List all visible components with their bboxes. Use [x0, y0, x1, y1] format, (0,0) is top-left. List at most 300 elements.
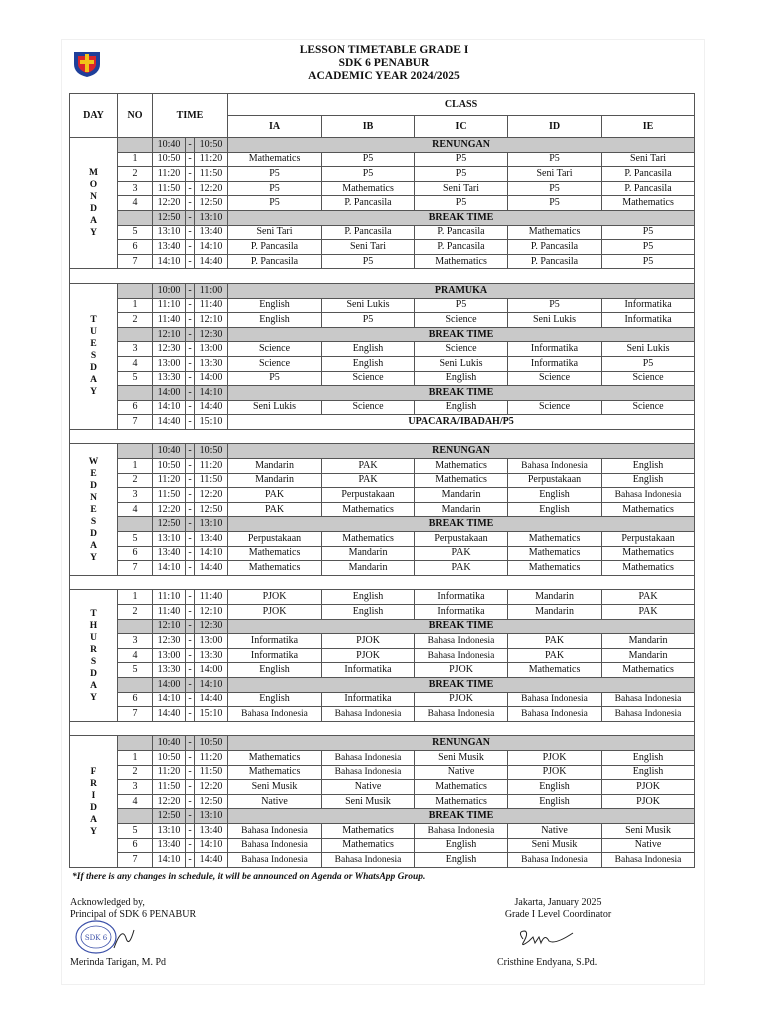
- class-id-header: ID: [508, 116, 602, 138]
- time-separator: -: [186, 298, 195, 313]
- subject-cell: Mathematics: [508, 663, 602, 678]
- start-time: 11:20: [153, 167, 186, 182]
- period-no: [118, 386, 153, 401]
- time-separator: -: [186, 736, 195, 751]
- spacer-cell: [70, 575, 695, 590]
- period-no: 3: [118, 488, 153, 503]
- subject-cell: Mathematics: [602, 561, 695, 576]
- coordinator-block: [493, 897, 623, 921]
- subject-cell: English: [228, 298, 322, 313]
- end-time: 12:50: [195, 502, 228, 517]
- end-time: 14:40: [195, 692, 228, 707]
- subject-cell: Informatika: [322, 663, 415, 678]
- period-no: 2: [118, 167, 153, 182]
- period-no: 7: [118, 254, 153, 269]
- subject-cell: Seni Musik: [322, 794, 415, 809]
- subject-cell: Seni Musik: [602, 823, 695, 838]
- start-time: 13:30: [153, 371, 186, 386]
- time-header: TIME: [153, 94, 228, 138]
- subject-cell: English: [322, 605, 415, 620]
- subject-cell: P. Pancasila: [602, 167, 695, 182]
- start-time: 10:00: [153, 283, 186, 298]
- special-activity: BREAK TIME: [228, 677, 695, 692]
- school-stamp-icon: [74, 918, 136, 956]
- subject-cell: Seni Tari: [508, 167, 602, 182]
- time-separator: -: [186, 240, 195, 255]
- subject-cell: Bahasa Indonesia: [322, 707, 415, 722]
- time-separator: -: [186, 386, 195, 401]
- start-time: 14:10: [153, 254, 186, 269]
- special-row: [70, 736, 695, 751]
- timetable: [69, 93, 695, 868]
- period-no: 3: [118, 780, 153, 795]
- special-activity: BREAK TIME: [228, 517, 695, 532]
- subject-cell: P5: [508, 196, 602, 211]
- subject-cell: Bahasa Indonesia: [415, 823, 508, 838]
- subject-cell: Bahasa Indonesia: [228, 823, 322, 838]
- period-no: 7: [118, 415, 153, 430]
- period-no: 2: [118, 313, 153, 328]
- time-separator: -: [186, 210, 195, 225]
- time-separator: -: [186, 605, 195, 620]
- end-time: 13:10: [195, 809, 228, 824]
- subject-cell: P. Pancasila: [322, 196, 415, 211]
- timetable-body: [70, 138, 695, 868]
- subject-cell: PAK: [322, 473, 415, 488]
- start-time: 10:40: [153, 736, 186, 751]
- subject-cell: PJOK: [415, 692, 508, 707]
- subject-cell: PAK: [415, 561, 508, 576]
- end-time: 14:10: [195, 386, 228, 401]
- lesson-row: [70, 692, 695, 707]
- start-time: 13:10: [153, 823, 186, 838]
- end-time: 14:00: [195, 371, 228, 386]
- start-time: 11:20: [153, 765, 186, 780]
- subject-cell: English: [228, 313, 322, 328]
- start-time: 13:40: [153, 838, 186, 853]
- end-time: 11:50: [195, 167, 228, 182]
- time-separator: -: [186, 400, 195, 415]
- special-activity: BREAK TIME: [228, 619, 695, 634]
- subject-cell: P5: [322, 167, 415, 182]
- start-time: 13:10: [153, 225, 186, 240]
- day-name: W E D N E S D A Y: [70, 444, 118, 575]
- subject-cell: PJOK: [228, 590, 322, 605]
- end-time: 13:40: [195, 225, 228, 240]
- period-no: 4: [118, 356, 153, 371]
- end-time: 14:10: [195, 546, 228, 561]
- special-row: [70, 283, 695, 298]
- special-activity: UPACARA/IBADAH/P5: [228, 415, 695, 430]
- lesson-row: [70, 765, 695, 780]
- period-no: 6: [118, 400, 153, 415]
- subject-cell: P5: [228, 196, 322, 211]
- subject-cell: English: [602, 765, 695, 780]
- header-school: SDK 6 PENABUR: [338, 57, 430, 69]
- end-time: 14:40: [195, 853, 228, 868]
- lesson-row: [70, 838, 695, 853]
- end-time: 11:40: [195, 590, 228, 605]
- end-time: 14:40: [195, 561, 228, 576]
- start-time: 14:40: [153, 415, 186, 430]
- spacer-cell: [70, 429, 695, 444]
- period-no: 4: [118, 648, 153, 663]
- start-time: 11:10: [153, 298, 186, 313]
- lesson-row: [70, 853, 695, 868]
- lesson-row: [70, 313, 695, 328]
- subject-cell: P5: [415, 152, 508, 167]
- lesson-row: [70, 196, 695, 211]
- start-time: 10:50: [153, 750, 186, 765]
- subject-cell: Seni Lukis: [415, 356, 508, 371]
- end-time: 13:10: [195, 210, 228, 225]
- special-row: [70, 415, 695, 430]
- subject-cell: P5: [602, 225, 695, 240]
- subject-cell: PAK: [602, 590, 695, 605]
- start-time: 11:20: [153, 473, 186, 488]
- period-no: 1: [118, 750, 153, 765]
- subject-cell: Mathematics: [508, 225, 602, 240]
- time-separator: -: [186, 473, 195, 488]
- subject-cell: P5: [602, 254, 695, 269]
- subject-cell: English: [415, 400, 508, 415]
- start-time: 11:10: [153, 590, 186, 605]
- subject-cell: Mandarin: [508, 605, 602, 620]
- subject-cell: English: [602, 459, 695, 474]
- special-activity: RENUNGAN: [228, 736, 695, 751]
- subject-cell: Science: [228, 356, 322, 371]
- subject-cell: PJOK: [228, 605, 322, 620]
- subject-cell: Seni Musik: [228, 780, 322, 795]
- subject-cell: Bahasa Indonesia: [602, 488, 695, 503]
- time-separator: -: [186, 546, 195, 561]
- start-time: 12:10: [153, 327, 186, 342]
- subject-cell: P. Pancasila: [415, 240, 508, 255]
- time-separator: -: [186, 838, 195, 853]
- period-no: [118, 677, 153, 692]
- subject-cell: Science: [508, 371, 602, 386]
- period-no: 4: [118, 502, 153, 517]
- subject-cell: English: [508, 502, 602, 517]
- subject-cell: Bahasa Indonesia: [602, 692, 695, 707]
- end-time: 10:50: [195, 138, 228, 153]
- place-date: Jakarta, January 2025: [514, 897, 602, 908]
- subject-cell: Science: [415, 313, 508, 328]
- principal-name: Merinda Tarigan, M. Pd: [70, 957, 167, 968]
- no-header: NO: [118, 94, 153, 138]
- end-time: 11:20: [195, 750, 228, 765]
- lesson-row: [70, 707, 695, 722]
- special-activity: BREAK TIME: [228, 210, 695, 225]
- time-separator: -: [186, 283, 195, 298]
- subject-cell: Bahasa Indonesia: [508, 692, 602, 707]
- end-time: 12:50: [195, 196, 228, 211]
- end-time: 12:10: [195, 313, 228, 328]
- period-no: 1: [118, 590, 153, 605]
- start-time: 12:20: [153, 196, 186, 211]
- lesson-row: [70, 254, 695, 269]
- day-spacer: [70, 721, 695, 736]
- period-no: [118, 283, 153, 298]
- subject-cell: Mathematics: [322, 823, 415, 838]
- start-time: 11:40: [153, 605, 186, 620]
- start-time: 12:50: [153, 210, 186, 225]
- subject-cell: Mathematics: [322, 838, 415, 853]
- header-year: ACADEMIC YEAR 2024/2025: [308, 70, 460, 82]
- subject-cell: Mathematics: [415, 459, 508, 474]
- end-time: 11:00: [195, 283, 228, 298]
- subject-cell: Mandarin: [322, 546, 415, 561]
- special-activity: PRAMUKA: [228, 283, 695, 298]
- subject-cell: Informatika: [228, 634, 322, 649]
- start-time: 13:00: [153, 648, 186, 663]
- period-no: [118, 736, 153, 751]
- end-time: 10:50: [195, 736, 228, 751]
- subject-cell: Native: [322, 780, 415, 795]
- start-time: 13:30: [153, 663, 186, 678]
- period-no: 5: [118, 371, 153, 386]
- subject-cell: Bahasa Indonesia: [415, 634, 508, 649]
- subject-cell: Mathematics: [322, 181, 415, 196]
- subject-cell: P5: [508, 298, 602, 313]
- subject-cell: PAK: [322, 459, 415, 474]
- subject-cell: P5: [228, 167, 322, 182]
- time-separator: -: [186, 561, 195, 576]
- special-row: [70, 386, 695, 401]
- special-row: [70, 809, 695, 824]
- principal-title: Principal of SDK 6 PENABUR: [70, 909, 197, 920]
- day-spacer: [70, 575, 695, 590]
- start-time: 14:10: [153, 692, 186, 707]
- period-no: 5: [118, 663, 153, 678]
- subject-cell: PJOK: [322, 648, 415, 663]
- end-time: 14:10: [195, 838, 228, 853]
- time-separator: -: [186, 313, 195, 328]
- special-row: [70, 327, 695, 342]
- day-header: DAY: [70, 94, 118, 138]
- end-time: 13:00: [195, 634, 228, 649]
- subject-cell: Perpustakaan: [602, 532, 695, 547]
- period-no: 4: [118, 196, 153, 211]
- time-separator: -: [186, 707, 195, 722]
- day-name: F R I D A Y: [70, 736, 118, 867]
- time-separator: -: [186, 152, 195, 167]
- subject-cell: Seni Tari: [415, 181, 508, 196]
- subject-cell: Native: [228, 794, 322, 809]
- subject-cell: English: [322, 590, 415, 605]
- spacer-cell: [70, 269, 695, 284]
- subject-cell: Mandarin: [602, 648, 695, 663]
- end-time: 11:20: [195, 152, 228, 167]
- subject-cell: P5: [602, 240, 695, 255]
- subject-cell: P5: [508, 181, 602, 196]
- subject-cell: Bahasa Indonesia: [228, 853, 322, 868]
- time-separator: -: [186, 823, 195, 838]
- special-activity: BREAK TIME: [228, 386, 695, 401]
- subject-cell: P5: [322, 313, 415, 328]
- time-separator: -: [186, 794, 195, 809]
- subject-cell: PJOK: [415, 663, 508, 678]
- subject-cell: PAK: [508, 634, 602, 649]
- subject-cell: Bahasa Indonesia: [322, 765, 415, 780]
- start-time: 13:10: [153, 532, 186, 547]
- lesson-row: [70, 356, 695, 371]
- subject-cell: English: [415, 838, 508, 853]
- subject-cell: Perpustakaan: [415, 532, 508, 547]
- time-separator: -: [186, 342, 195, 357]
- subject-cell: Mathematics: [322, 502, 415, 517]
- subject-cell: Mathematics: [415, 780, 508, 795]
- start-time: 13:00: [153, 356, 186, 371]
- day-name: M O N D A Y: [70, 138, 118, 269]
- schedule-note: *If there is any changes in schedule, it will be announced on Agenda or WhatsApp Group.: [72, 872, 426, 882]
- start-time: 11:50: [153, 181, 186, 196]
- coordinator-title: Grade I Level Coordinator: [504, 909, 612, 920]
- lesson-row: [70, 794, 695, 809]
- subject-cell: Bahasa Indonesia: [228, 838, 322, 853]
- subject-cell: Science: [415, 342, 508, 357]
- subject-cell: Science: [322, 400, 415, 415]
- end-time: 13:30: [195, 648, 228, 663]
- end-time: 12:10: [195, 605, 228, 620]
- lesson-row: [70, 663, 695, 678]
- period-no: [118, 517, 153, 532]
- subject-cell: English: [602, 473, 695, 488]
- start-time: 12:20: [153, 502, 186, 517]
- subject-cell: Bahasa Indonesia: [322, 853, 415, 868]
- subject-cell: Seni Tari: [228, 225, 322, 240]
- subject-cell: Mathematics: [508, 561, 602, 576]
- time-separator: -: [186, 590, 195, 605]
- subject-cell: PAK: [602, 605, 695, 620]
- subject-cell: Seni Lukis: [508, 313, 602, 328]
- subject-cell: Mathematics: [228, 765, 322, 780]
- lesson-row: [70, 502, 695, 517]
- time-separator: -: [186, 648, 195, 663]
- lesson-row: [70, 488, 695, 503]
- special-activity: RENUNGAN: [228, 138, 695, 153]
- subject-cell: Science: [322, 371, 415, 386]
- time-separator: -: [186, 663, 195, 678]
- time-separator: -: [186, 619, 195, 634]
- day-spacer: [70, 429, 695, 444]
- special-activity: RENUNGAN: [228, 444, 695, 459]
- subject-cell: Bahasa Indonesia: [415, 648, 508, 663]
- stamp-text: SDK 6: [84, 934, 108, 942]
- subject-cell: PJOK: [322, 634, 415, 649]
- subject-cell: Science: [602, 400, 695, 415]
- subject-cell: Informatika: [508, 356, 602, 371]
- subject-cell: Informatika: [602, 298, 695, 313]
- subject-cell: Bahasa Indonesia: [228, 707, 322, 722]
- start-time: 10:50: [153, 152, 186, 167]
- subject-cell: Bahasa Indonesia: [602, 853, 695, 868]
- subject-cell: Perpustakaan: [508, 473, 602, 488]
- period-no: 7: [118, 707, 153, 722]
- day-spacer: [70, 269, 695, 284]
- subject-cell: Mathematics: [228, 546, 322, 561]
- start-time: 14:00: [153, 677, 186, 692]
- start-time: 12:50: [153, 517, 186, 532]
- start-time: 13:40: [153, 546, 186, 561]
- subject-cell: Informatika: [322, 692, 415, 707]
- subject-cell: Informatika: [508, 342, 602, 357]
- period-no: 6: [118, 838, 153, 853]
- subject-cell: Seni Lukis: [602, 342, 695, 357]
- time-separator: -: [186, 225, 195, 240]
- class-ic-header: IC: [415, 116, 508, 138]
- period-no: [118, 444, 153, 459]
- subject-cell: Perpustakaan: [322, 488, 415, 503]
- subject-cell: P5: [415, 298, 508, 313]
- end-time: 14:10: [195, 677, 228, 692]
- time-separator: -: [186, 809, 195, 824]
- subject-cell: P. Pancasila: [508, 240, 602, 255]
- subject-cell: PJOK: [602, 780, 695, 795]
- special-row: [70, 210, 695, 225]
- end-time: 14:40: [195, 400, 228, 415]
- subject-cell: P. Pancasila: [322, 225, 415, 240]
- period-no: 3: [118, 181, 153, 196]
- time-separator: -: [186, 415, 195, 430]
- time-separator: -: [186, 459, 195, 474]
- start-time: 14:10: [153, 400, 186, 415]
- period-no: 6: [118, 546, 153, 561]
- subject-cell: Mathematics: [602, 502, 695, 517]
- subject-cell: Informatika: [228, 648, 322, 663]
- period-no: 4: [118, 794, 153, 809]
- subject-cell: PAK: [415, 546, 508, 561]
- lesson-row: [70, 371, 695, 386]
- end-time: 13:40: [195, 823, 228, 838]
- day-name: T H U R S D A Y: [70, 590, 118, 721]
- period-no: [118, 619, 153, 634]
- end-time: 13:00: [195, 342, 228, 357]
- subject-cell: Mathematics: [228, 152, 322, 167]
- subject-cell: P5: [508, 152, 602, 167]
- period-no: 3: [118, 634, 153, 649]
- time-separator: -: [186, 517, 195, 532]
- time-separator: -: [186, 371, 195, 386]
- period-no: 6: [118, 692, 153, 707]
- time-separator: -: [186, 532, 195, 547]
- lesson-row: [70, 167, 695, 182]
- subject-cell: Mandarin: [602, 634, 695, 649]
- period-no: 7: [118, 853, 153, 868]
- special-row: [70, 444, 695, 459]
- lesson-row: [70, 605, 695, 620]
- time-separator: -: [186, 196, 195, 211]
- end-time: 12:50: [195, 794, 228, 809]
- special-activity: BREAK TIME: [228, 809, 695, 824]
- subject-cell: Seni Musik: [508, 838, 602, 853]
- subject-cell: P. Pancasila: [228, 240, 322, 255]
- lesson-row: [70, 750, 695, 765]
- start-time: 11:40: [153, 313, 186, 328]
- document-header: [0, 44, 768, 83]
- time-separator: -: [186, 677, 195, 692]
- start-time: 12:30: [153, 634, 186, 649]
- subject-cell: English: [508, 794, 602, 809]
- lesson-row: [70, 823, 695, 838]
- subject-cell: P. Pancasila: [415, 225, 508, 240]
- subject-cell: Mathematics: [415, 473, 508, 488]
- time-separator: -: [186, 138, 195, 153]
- subject-cell: Mathematics: [228, 750, 322, 765]
- end-time: 11:50: [195, 765, 228, 780]
- subject-cell: PAK: [508, 648, 602, 663]
- start-time: 14:10: [153, 853, 186, 868]
